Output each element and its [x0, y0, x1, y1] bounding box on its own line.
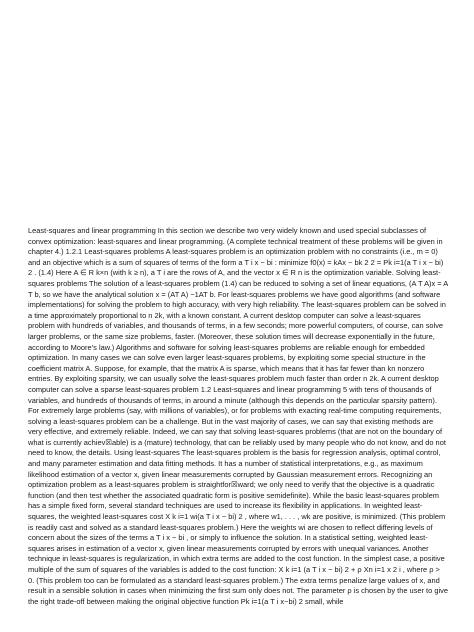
body-paragraph: Least-squares and linear programming In this section we describe two very widely known and used special subclasses of convex optimization: least-squares and linear programming. (A complete technical treatment of these problems will be given in chapter 4.) 1.2.1 Least-squares problems A least-squares problem is an optimization problem with no constraints (i.e., m = 0) and an objective which is a sum of squares of terms of the form a T i x − bi : minimize f0(x) = kAx − bk 2 2 = Pk i=1(a T i x − bi) 2 . (1.4) Here A ∈ R k×n (with k ≥ n), a T i are the rows of A, and the vector x ∈ R n is the optimization variable. Solving least-squares problems The solution of a least-squares problem (1.4) can be reduced to solving a set of linear equations, (A T A)x = A T b, so we have the analytical solution x = (AT A) −1AT b. For least-squares problems we have good algorithms (and software implementations) for solving the problem to high accuracy, with very high reliability. The least-squares problem can be solved in a time approximately proportional to n 2k, with a known constant. A current desktop computer can solve a least-squares problem with hundreds of variables, and thousands of terms, in a few seconds; more powerful computers, of course, can solve larger problems, or the same size problems, faster. (Moreover, these solution times will decrease exponentially in the future, according to Moore’s law.) Algorithms and software for solving least-squares problems are reliable enough for embedded optimization. In many cases we can solve even larger least-squares problems, by exploiting some special structure in the coefficient matrix A. Suppose, for example, that the matrix A is sparse, which means that it has far fewer than kn nonzero entries. By exploiting sparsity, we can usually solve the least-squares problem much faster than order n 2k. A current desktop computer can solve a sparse least-squares problem 1.2 Least-squares and linear programming 5 with tens of thousands of variables, and hundreds of thousands of terms, in around a minute (although this depends on the particular sparsity pattern). For extremely large problems (say, with millions of variables), or for problems with exacting real-time computing requirements, solving a least-squares problem can be a challenge. But in the vast majority of cases, we can say that existing methods are very effective, and extremely reliable. Indeed, we can say that solving least-squares problems (that are not on the boundary of what is currently achiev☒able) is a (mature) technology, that can be reliably used by many people who do not know, and do not need to know, the details. Using least-squares The least-squares problem is the basis for regression analysis, optimal control, and many parameter estimation and data fitting methods. It has a number of statistical interpretations, e.g., as maximum likelihood estimation of a vector x, given linear measurements corrupted by Gaussian measurement errors. Recognizing an optimization problem as a least-squares problem is straightfor☒ward; we only need to verify that the objective is a quadratic function (and then test whether the associated quadratic form is positive semidefinite). While the basic least-squares problem has a simple fixed form, several standard techniques are used to increase its flexibility in applications. In weighted least-squares, the weighted least-squares cost X k i=1 wi(a T i x − bi) 2 , where w1, . . . , wk are positive, is minimized. (This problem is readily cast and solved as a standard least-squares problem.) Here the weights wi are chosen to reflect differing levels of concern about the sizes of the terms a T i x − bi , or simply to influence the solution. In a statistical setting, weighted least-squares arises in estimation of a vector x, given linear measurements corrupted by errors with unequal variances. Another technique in least-squares is regularization, in which extra terms are added to the cost function. In the simplest case, a positive multiple of the sum of squares of the variables is added to the cost function: X k i=1 (a T i x − bi) 2 + ρ Xn i=1 x 2 i , where ρ > 0. (This problem too can be formulated as a standard least-squares problem.) The extra terms penalize large values of x, and result in a sensible solution in cases when minimizing the first sum only does not. The parameter ρ is chosen by the user to give the right trade-off between making the original objective function Pk i=1(a T i x−bi) 2 small, while [28, 226, 448, 606]
document-page [28, 226, 448, 607]
